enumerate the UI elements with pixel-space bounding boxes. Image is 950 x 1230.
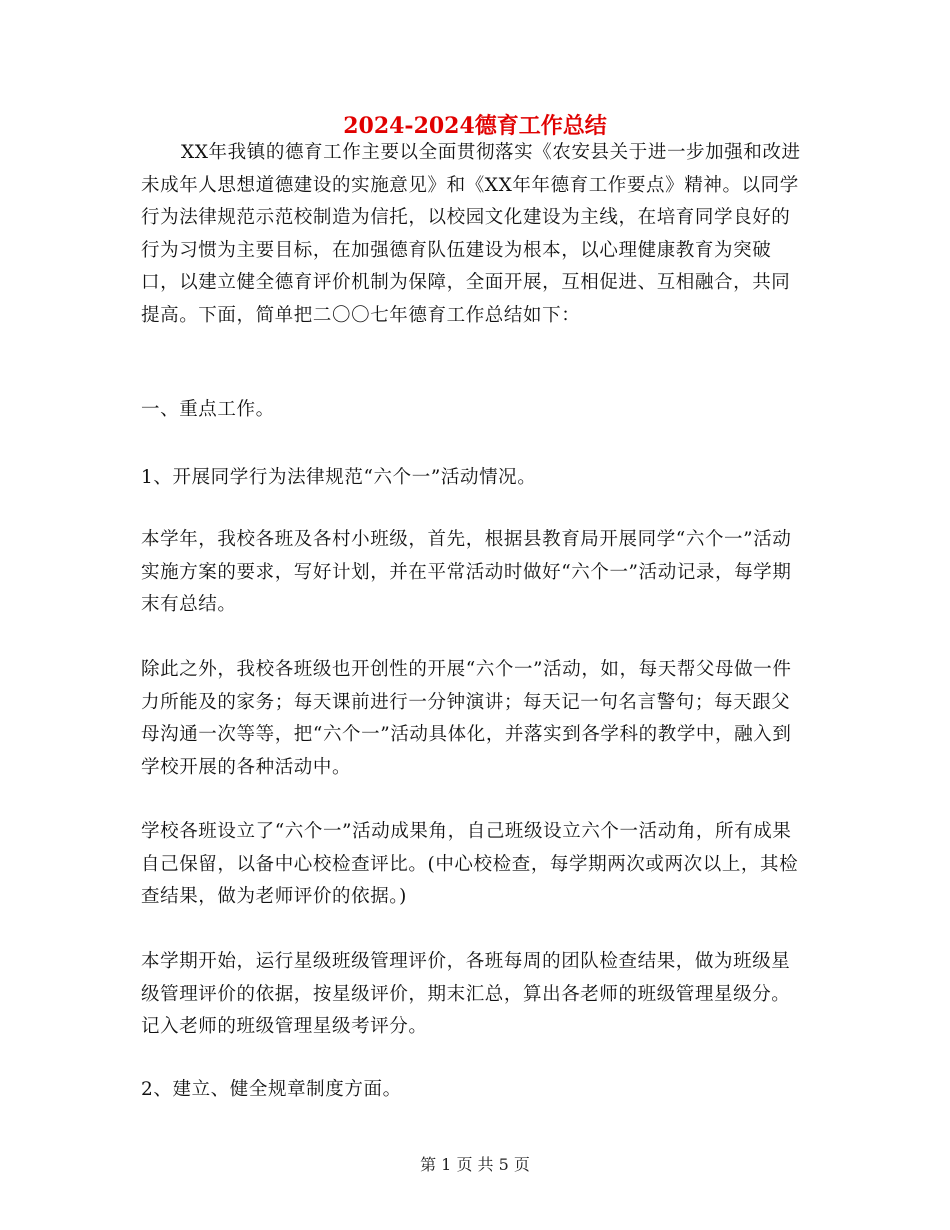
body-p7-wrap <box>141 946 806 1044</box>
body-p8-wrap <box>141 1074 806 1107</box>
paragraph-besides: 除此之外，我校各班级也开创性的开展“六个一”活动，如，每天帮父母做一件力所能及的家务；每天课前进行一分钟演讲；每天记一句名言警句；每天跟父母沟通一次等等，把“六个一”活动具体化，并落实到各学科的教学中，融入到学校开展的各种活动中。 <box>141 659 792 778</box>
paragraph-intro: XX年我镇的德育工作主要以全面贯彻落实《农安县关于进一步加强和改进未成年人思想道德建设的实施意见》和《XX年年德育工作要点》精神。以同学行为法律规范示范校制造为信托，以校园文化建设为主线，在培育同学良好的行为习惯为主要目标，在加强德育队伍建设为根本，以心理健康教育为突破口，以建立健全德育评价机制为保障，全面开展，互相促进、互相融合，共同提高。下面，简单把二〇〇七年德育工作总结如下： <box>141 142 801 326</box>
section-heading-key-work: 一、重点工作。 <box>141 399 275 420</box>
body-p2-wrap <box>141 394 806 427</box>
subheading-rules: 2、建立、健全规章制度方面。 <box>141 1079 402 1100</box>
paragraph-star-rating: 本学期开始，运行星级班级管理评价，各班每周的团队检查结果，做为班级星级管理评价的依据，按星级评价，期末汇总，算出各老师的班级管理星级分。记入老师的班级管理星级考评分。 <box>141 951 791 1037</box>
page-footer: 第 1 页 共 5 页 <box>420 1155 530 1174</box>
body-p6-wrap <box>141 816 806 914</box>
body-p3-wrap <box>141 462 806 495</box>
paragraph-achievement-corner: 学校各班设立了“六个一”活动成果角，自己班级设立六个一活动角，所有成果自己保留，以备中心校检查评比。(中心校检查，每学期两次或两次以上，其检查结果，做为老师评价的依据。) <box>141 821 799 907</box>
paragraph-this-year: 本学年，我校各班及各村小班级，首先，根据县教育局开展同学“六个一”活动实施方案的要求，写好计划，并在平常活动时做好“六个一”活动记录，每学期末有总结。 <box>141 529 792 615</box>
document-title: 2024-2024德育工作总结 <box>343 113 607 139</box>
subheading-six-ones: 1、开展同学行为法律规范“六个一”活动情况。 <box>141 467 537 488</box>
body-p1-wrap <box>141 137 806 332</box>
body-p4-wrap <box>141 524 806 622</box>
body-p5-wrap <box>141 654 806 784</box>
